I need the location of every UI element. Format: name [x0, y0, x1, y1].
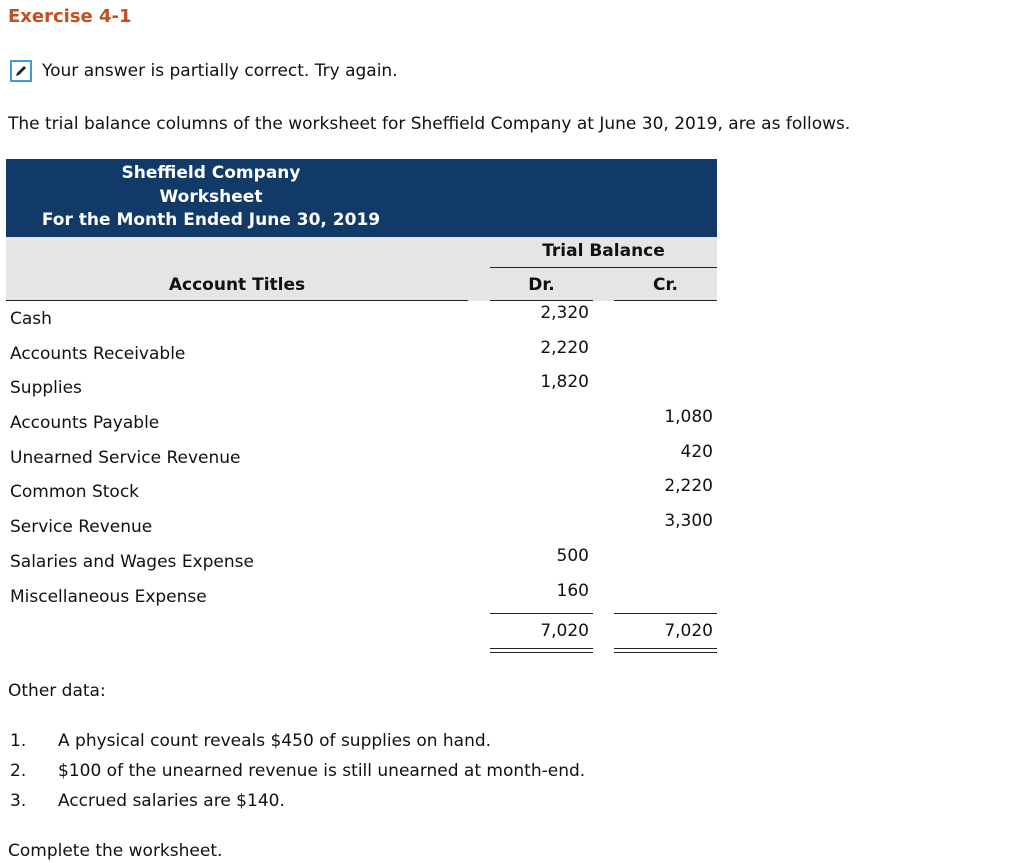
- credit-amount: 3,300: [664, 511, 713, 532]
- debit-label: Dr.: [528, 275, 555, 295]
- debit-amount: 2,220: [540, 337, 589, 358]
- worksheet-table: [6, 159, 717, 653]
- list-item: [10, 761, 585, 791]
- trial-balance-label: Trial Balance: [542, 241, 665, 261]
- worksheet-subtitle: Worksheet: [159, 186, 263, 207]
- table-row: [6, 405, 717, 440]
- credit-total: 7,020: [664, 621, 713, 642]
- table-row: [6, 544, 717, 579]
- debit-amount: 1,820: [540, 372, 589, 393]
- account-title: Unearned Service Revenue: [10, 447, 241, 468]
- credit-total-rule: [614, 613, 717, 614]
- credit-label: Cr.: [653, 275, 678, 295]
- credit-amount: 2,220: [664, 476, 713, 497]
- list-text: Accrued salaries are $140.: [58, 791, 285, 811]
- other-data-list: [10, 731, 585, 821]
- pencil-edit-icon: [10, 60, 32, 82]
- exercise-title: Exercise 4-1: [8, 6, 132, 27]
- account-title: Accounts Receivable: [10, 343, 186, 364]
- account-titles-label: Account Titles: [168, 275, 306, 295]
- account-title: Salaries and Wages Expense: [10, 551, 254, 572]
- status-message: Your answer is partially correct. Try again.: [42, 61, 398, 81]
- intro-text: The trial balance columns of the worksheet for Sheffield Company at June 30, 2019, are as follows.: [8, 114, 851, 134]
- list-text: A physical count reveals $450 of supplies on hand.: [58, 731, 492, 751]
- table-row: [6, 440, 717, 475]
- instruction-text: Complete the worksheet.: [8, 841, 223, 861]
- table-row: [6, 474, 717, 509]
- credit-amount: 420: [680, 441, 713, 462]
- company-name: Sheffield Company: [121, 163, 301, 183]
- table-row: [6, 509, 717, 544]
- account-title: Common Stock: [10, 482, 140, 503]
- list-number: 3.: [10, 791, 27, 811]
- account-title: Supplies: [10, 378, 82, 399]
- account-title: Service Revenue: [10, 517, 153, 538]
- account-title: Accounts Payable: [10, 413, 160, 434]
- list-item: [10, 731, 585, 761]
- debit-double-rule: [490, 648, 593, 653]
- answer-status: [10, 60, 398, 82]
- worksheet-rows: [6, 301, 717, 653]
- debit-amount: 160: [556, 580, 589, 601]
- account-title: Miscellaneous Expense: [10, 586, 207, 607]
- other-data-label: Other data:: [8, 681, 106, 701]
- list-text: $100 of the unearned revenue is still unearned at month-end.: [58, 761, 586, 781]
- debit-amount: 500: [556, 545, 589, 566]
- table-row: [6, 301, 717, 336]
- list-item: [10, 791, 585, 821]
- account-title: Cash: [10, 309, 52, 329]
- table-row: [6, 336, 717, 371]
- column-header: [6, 237, 717, 301]
- credit-amount: 1,080: [664, 407, 713, 428]
- table-row: [6, 579, 717, 614]
- debit-amount: 2,320: [540, 303, 589, 323]
- trial-balance-rule: [490, 267, 717, 268]
- debit-total-rule: [490, 613, 593, 614]
- credit-double-rule: [614, 648, 717, 653]
- list-number: 1.: [10, 731, 27, 751]
- totals-row: [6, 613, 717, 653]
- debit-total: 7,020: [540, 621, 589, 642]
- list-number: 2.: [10, 761, 27, 781]
- table-row: [6, 370, 717, 405]
- worksheet-header: [6, 159, 717, 237]
- worksheet-period: For the Month Ended June 30, 2019: [41, 210, 381, 230]
